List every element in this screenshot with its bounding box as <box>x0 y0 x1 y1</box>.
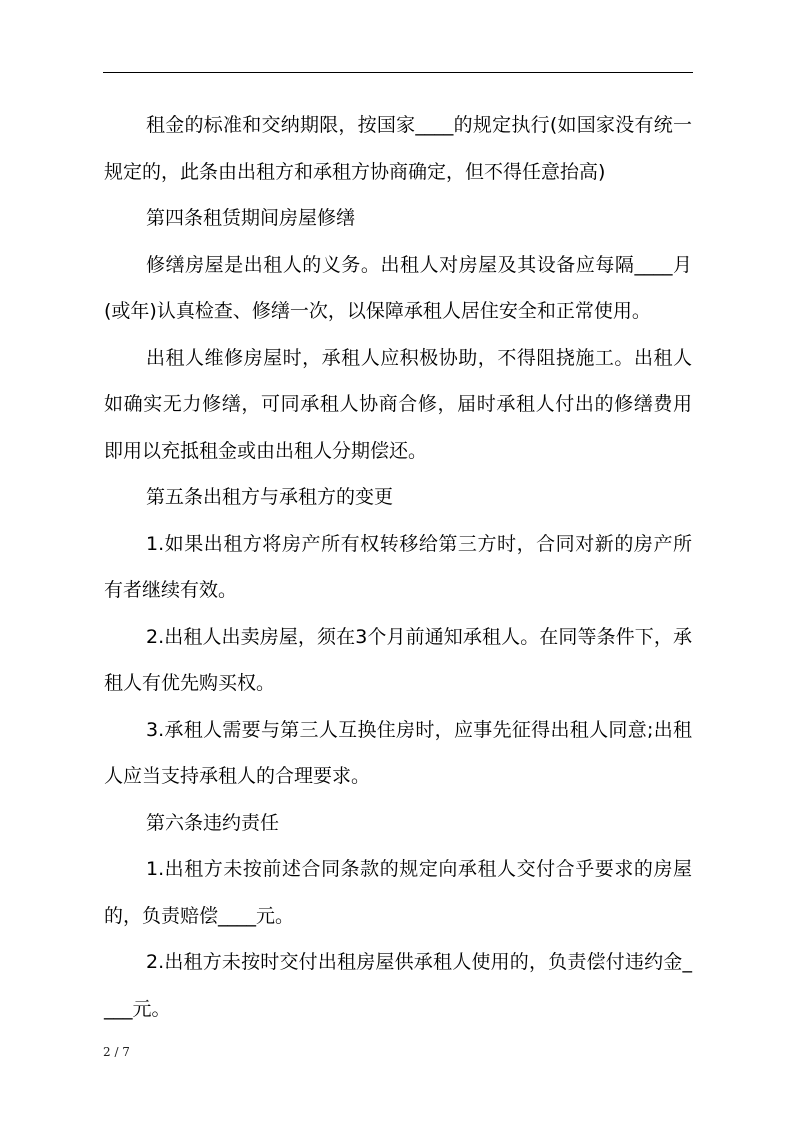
paragraph-change-1: 1.如果出租方将房产所有权转移给第三方时，合同对新的房产所有者继续有效。 <box>104 532 692 601</box>
header-rule <box>103 72 693 73</box>
paragraph-repair-cooperation: 出租人维修房屋时，承租人应积极协助，不得阻挠施工。出租人如确实无力修缮，可同承租人协商合修，届时承租人付出的修缮费用即用以充抵租金或由出租人分期偿还。 <box>104 346 692 462</box>
paragraph-change-2: 2.出租人出卖房屋，须在3个月前通知承租人。在同等条件下，承租人有优先购买权。 <box>104 625 692 694</box>
paragraph-liability-1: 1.出租方未按前述合同条款的规定向承租人交付合乎要求的房屋的，负责赔偿____元。 <box>104 858 692 927</box>
article-5-heading: 第五条出租方与承租方的变更 <box>146 486 394 508</box>
article-4-heading: 第四条租赁期间房屋修缮 <box>146 207 356 229</box>
paragraph-change-3: 3.承租人需要与第三人互换住房时，应事先征得出租人同意;出租人应当支持承租人的合理要求。 <box>104 718 692 787</box>
article-6-heading: 第六条违约责任 <box>146 811 280 834</box>
paragraph-repair-obligation: 修缮房屋是出租人的义务。出租人对房屋及其设备应每隔____月(或年)认真检查、修缮一次，以保障承租人居住安全和正常使用。 <box>104 253 692 322</box>
paragraph-rent-standard: 租金的标准和交纳期限，按国家____的规定执行(如国家没有统一规定的，此条由出租方和承租方协商确定，但不得任意抬高) <box>104 114 692 183</box>
page-number: 2 / 7 <box>103 1045 130 1059</box>
document-body <box>104 102 692 1032</box>
paragraph-liability-2: 2.出租方未按时交付出租房屋供承租人使用的，负责偿付违约金____元。 <box>104 951 692 1020</box>
